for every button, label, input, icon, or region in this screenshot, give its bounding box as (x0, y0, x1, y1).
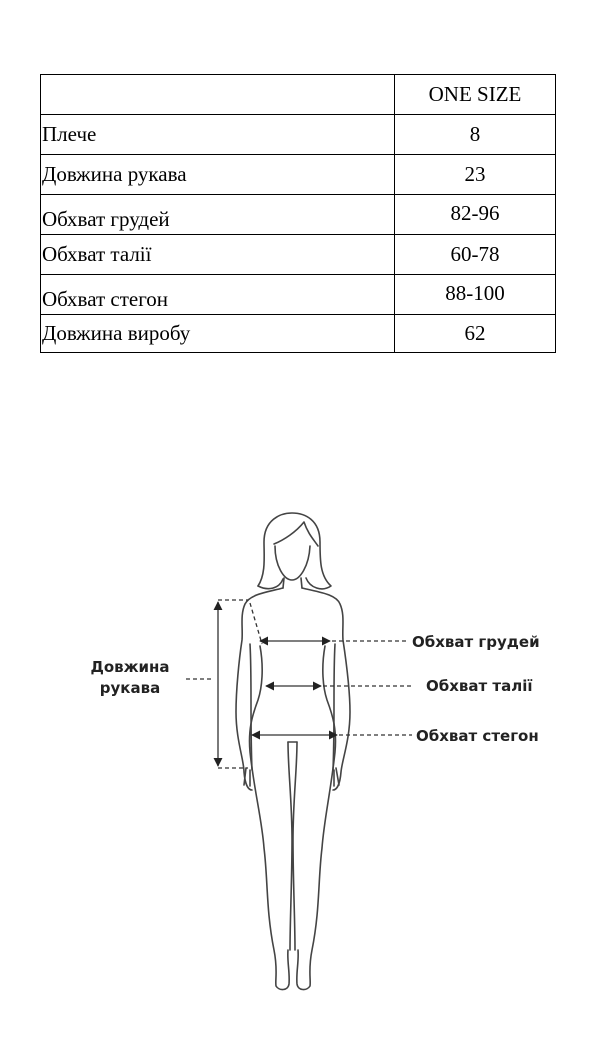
sleeve-label-line1: Довжина (90, 658, 170, 676)
row-value: 8 (395, 115, 556, 155)
row-value: 62 (395, 315, 556, 353)
chest-label: Обхват грудей (412, 633, 540, 651)
header-empty-cell (41, 75, 395, 115)
table-row (41, 195, 556, 235)
row-label: Обхват талії (41, 235, 395, 275)
measurement-figure (0, 500, 600, 1000)
header-size-cell: ONE SIZE (395, 75, 556, 115)
row-label: Довжина рукава (41, 155, 395, 195)
table-row (41, 115, 556, 155)
row-label: Довжина виробу (41, 315, 395, 353)
table-row (41, 315, 556, 353)
row-value: 60-78 (395, 235, 556, 275)
size-table (40, 74, 556, 353)
waist-label: Обхват талії (426, 677, 533, 695)
sleeve-label-line2: рукава (99, 679, 161, 697)
table-row (41, 235, 556, 275)
row-label: Обхват стегон (41, 275, 395, 315)
row-value: 82-96 (395, 195, 556, 235)
woman-silhouette-icon (236, 513, 350, 990)
row-label: Обхват грудей (41, 195, 395, 235)
row-value: 88-100 (395, 275, 556, 315)
table-row (41, 275, 556, 315)
row-value: 23 (395, 155, 556, 195)
table-header-row (41, 75, 556, 115)
table-row (41, 155, 556, 195)
row-label: Плече (41, 115, 395, 155)
hips-label: Обхват стегон (416, 727, 539, 745)
